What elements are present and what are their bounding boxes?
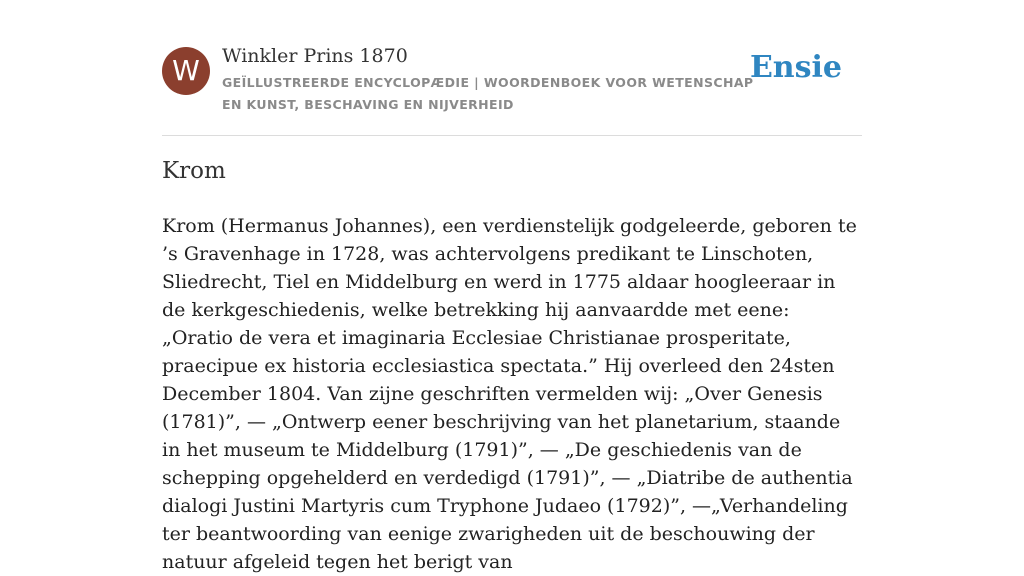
source-subtitle: GEÏLLUSTREERDE ENCYCLOPÆDIE | WOORDENBOEK VOOR WETENSCHAP EN KUNST, BESCHAVING EN NIJVERHEID	[222, 75, 754, 112]
page-container	[162, 0, 862, 573]
ensie-logo-link[interactable]: Ensie	[749, 50, 842, 85]
article-body: Krom (Hermanus Johannes), een verdienstelijk godgeleerde, geboren te ’s Gravenhage in 1728, was achtervolgens predikant te Linschoten, Sliedrecht, Tiel en Middelburg en werd in 1775 aldaar hoogleeraar in de kerkgeschiedenis, welke betrekking hij aanvaardde met eene: „Oratio de vera et imaginaria Ecclesiae Christianae prosperitate, praecipue ex historia ecclesiastica spectata.” Hij overleed den 24sten December 1804. Van zijne geschriften vermelden wij: „Over Genesis (1781)”, — „Ontwerp eener beschrijving van het planetarium, staande in het museum te Middelburg (1791)”, — „De geschiedenis van de schepping opgehelderd en verdedigd (1791)”, — „Diatribe de authentia dialogi Justini Martyris cum Tryphone Judaeo (1792)”, —„Verhandeling ter beantwoording van eenige zwarigheden uit de beschouwing der natuur afgeleid tegen het berigt van	[162, 215, 857, 573]
source-header	[162, 0, 862, 136]
source-avatar[interactable]: W	[162, 47, 210, 95]
source-title-link[interactable]: Winkler Prins 1870	[222, 45, 408, 67]
article-title: Krom	[162, 158, 226, 184]
